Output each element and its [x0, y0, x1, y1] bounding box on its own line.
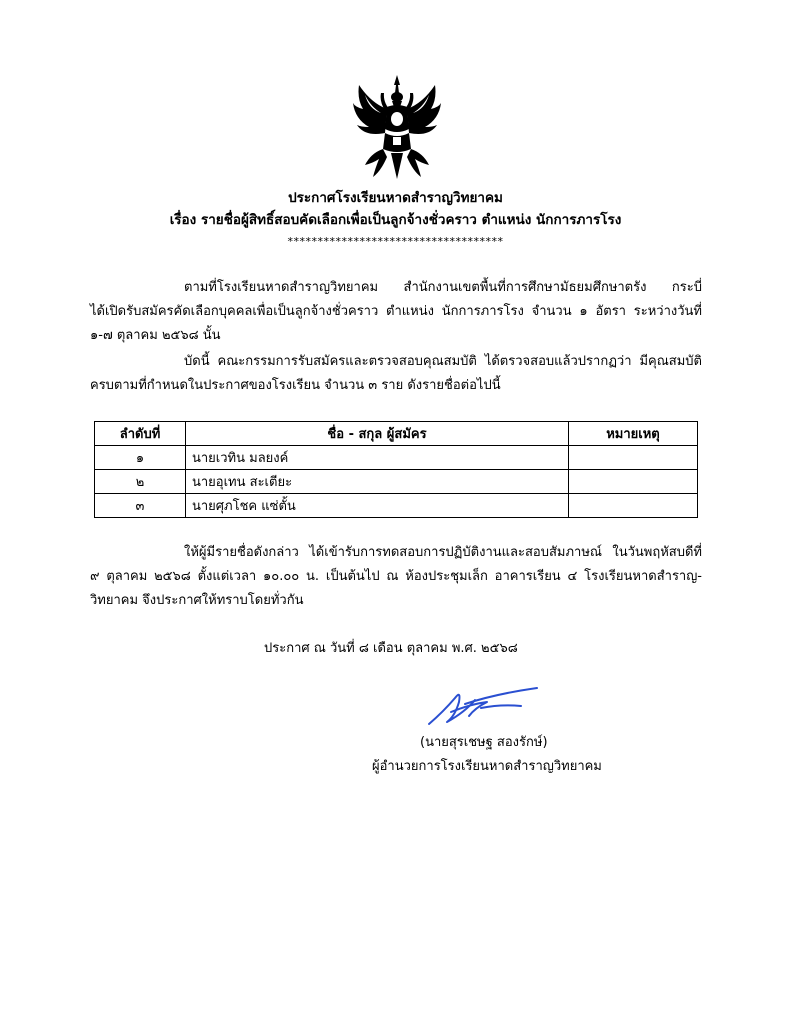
cell-number: ๓	[95, 494, 186, 518]
column-header-number: ลำดับที่	[95, 422, 186, 446]
table-row	[95, 494, 698, 518]
announcement-date: ประกาศ ณ วันที่ ๘ เดือน ตุลาคม พ.ศ. ๒๕๖๘	[264, 641, 518, 656]
cell-number: ๒	[95, 470, 186, 494]
column-header-note: หมายเหตุ	[569, 422, 698, 446]
title-separator: ************************************	[287, 235, 504, 248]
cell-note	[569, 494, 698, 518]
signature-icon	[425, 682, 545, 730]
table-row	[95, 470, 698, 494]
garuda-emblem-icon	[351, 73, 443, 181]
announcement-title: ประกาศโรงเรียนหาดสำราญวิทยาคม	[288, 190, 503, 206]
cell-name: นายศุภโชค แซ่ตั้น	[186, 494, 569, 518]
cell-note	[569, 470, 698, 494]
paragraph-result	[90, 350, 702, 398]
signer-position: ผู้อำนวยการโรงเรียนหาดสำราญวิทยาคม	[372, 759, 602, 774]
paragraph-line: ให้ผู้มีรายชื่อดังกล่าว ได้เข้ารับการทดสอบการปฏิบัติงานและสอบสัมภาษณ์ ในวันพฤหัสบดีที่	[184, 545, 702, 560]
paragraph-intro	[90, 276, 702, 348]
column-header-name: ชื่อ - สกุล ผู้สมัคร	[186, 422, 569, 446]
cell-note	[569, 446, 698, 470]
paragraph-line: ครบตามที่กำหนดในประกาศของโรงเรียน จำนวน ๓ ราย ดังรายชื่อต่อไปนี้	[90, 378, 501, 393]
table-header-row	[95, 422, 698, 446]
paragraph-line: ๑-๗ ตุลาคม ๒๕๖๘ นั้น	[90, 328, 221, 343]
paragraph-line: ตามที่โรงเรียนหาดสำราญวิทยาคม สำนักงานเขตพื้นที่การศึกษามัธยมศึกษาตรัง กระบี่	[184, 280, 702, 295]
paragraph-line: ๙ ตุลาคม ๒๕๖๘ ตั้งแต่เวลา ๑๐.๐๐ น. เป็นต้นไป ณ ห้องประชุมเล็ก อาคารเรียน ๔ โรงเรียนหาดสำราญ-	[90, 569, 702, 584]
candidate-table	[94, 421, 698, 518]
cell-name: นายเวทิน มลยงค์	[186, 446, 569, 470]
cell-name: นายอุเทน สะเตียะ	[186, 470, 569, 494]
paragraph-line: ได้เปิดรับสมัครคัดเลือกบุคคลเพื่อเป็นลูกจ้างชั่วคราว ตำแหน่ง นักการภารโรง จำนวน ๑ อัตรา ระหว่างวันที่	[90, 304, 702, 319]
table-row	[95, 446, 698, 470]
paragraph-line: บัดนี้ คณะกรรมการรับสมัครและตรวจสอบคุณสมบัติ ได้ตรวจสอบแล้วปรากฏว่า มีคุณสมบัติ	[184, 354, 702, 369]
paragraph-line: วิทยาคม จึงประกาศให้ทราบโดยทั่วกัน	[90, 593, 304, 608]
announcement-subject: เรื่อง รายชื่อผู้สิทธิ์สอบคัดเลือกเพื่อเป็นลูกจ้างชั่วคราว ตำแหน่ง นักการภารโรง	[169, 212, 622, 228]
cell-number: ๑	[95, 446, 186, 470]
paragraph-instruction	[90, 541, 702, 613]
signer-name: (นายสุรเชษฐ สองรักษ์)	[420, 735, 548, 750]
